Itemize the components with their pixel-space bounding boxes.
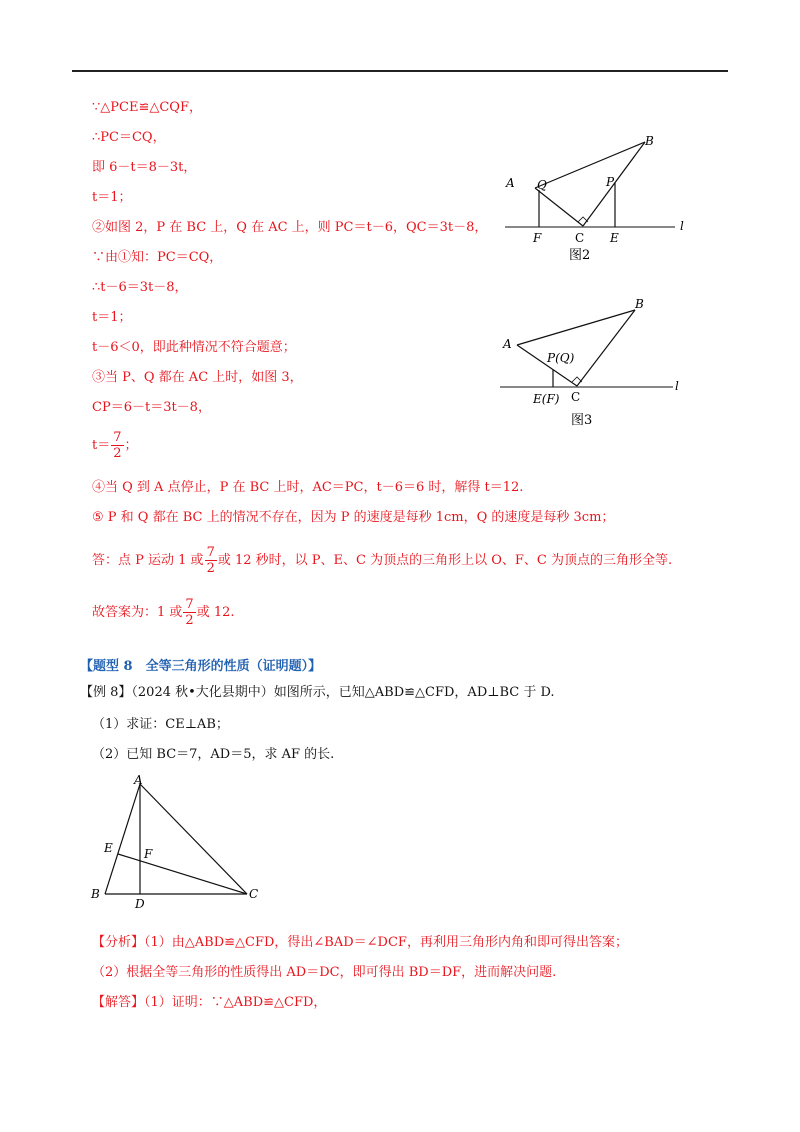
analysis-line-1: 【分析】（1）由△ABD≌△CFD，得出∠BAD＝∠DCF，再利用三角形内角和即可得出答案； [92, 935, 628, 950]
solution-line-14: ⑤ P 和 Q 都在 BC 上的情况不存在，因为 P 的速度是每秒 1cm，Q 的速度是每秒 3cm； [92, 510, 615, 525]
solution-line-9: t－6＜0，即此种情况不符合题意； [92, 340, 296, 355]
fig2-caption: 图2 [569, 248, 591, 263]
answer-line: 答：点 P 运动 1 或 $\frac{7}{2}$ 或 12 秒时，以 P、E、C 为顶点的三角形上以 O、F、C 为顶点的三角形全等. [92, 545, 673, 576]
fig3-label-c: C [571, 390, 581, 404]
fig3-label-a: A [503, 337, 512, 351]
question-2: （2）已知 BC＝7，AD＝5，求 AF 的长. [92, 747, 335, 762]
header-rule [72, 70, 728, 72]
solution-line-13: ④当 Q 到 A 点停止，P 在 BC 上时，AC＝PC，t－6＝6 时，解得 t＝12. [92, 480, 524, 495]
solution-intro: 【解答】（1）证明：∵△ABD≌△CFD， [92, 995, 327, 1010]
fig2-label-q: Q [537, 178, 547, 192]
fraction-7-2: $\frac{7}{2}$ [113, 430, 122, 461]
fig2-label-f: F [533, 231, 542, 245]
fig2-label-b: B [645, 134, 654, 148]
example-header: 【例 8】（2024 秋•大化县期中）如图所示，已知△ABD≌△CFD，AD⊥BC 于 D. [80, 685, 555, 700]
final-answer-line: 故答案为：1 或 $\frac{7}{2}$ 或 12. [92, 597, 235, 628]
fig4-label-f: F [144, 847, 153, 861]
solution-line-8: t＝1； [92, 310, 132, 325]
fig4-label-a: A [134, 773, 143, 787]
fig3-label-pq: P(Q) [547, 351, 575, 365]
solution-line-6: ∵由①知：PC＝CQ， [92, 250, 223, 265]
figure-2 [495, 130, 695, 265]
question-1: （1）求证：CE⊥AB； [92, 717, 229, 732]
fig4-label-c: C [249, 887, 259, 901]
figure-example-8 [85, 770, 270, 910]
section-title: 【题型 8 全等三角形的性质（证明题）】 [80, 659, 322, 674]
analysis-line-2: （2）根据全等三角形的性质得出 AD＝DC，即可得出 BD＝DF，进而解决问题. [92, 965, 557, 980]
solution-line-11: CP＝6－t＝3t－8， [92, 400, 211, 415]
fig3-segment-ab [517, 310, 635, 345]
solution-line-3: 即 6－t＝8－3t， [92, 160, 197, 175]
fig2-label-c: C [575, 231, 585, 245]
solution-line-5: ②如图 2，P 在 BC 上，Q 在 AC 上，则 PC＝t－6，QC＝3t－8， [92, 220, 488, 235]
t-equals: t＝ [92, 438, 111, 453]
fig3-segment-bc [577, 310, 635, 386]
fig3-label-ef: E(F) [533, 392, 560, 406]
solution-line-4: t＝1； [92, 190, 132, 205]
fig2-label-a: A [506, 176, 515, 190]
fig2-segment-ac [535, 188, 583, 226]
figure-3 [495, 290, 695, 430]
final-fraction: $\frac{7}{2}$ [185, 597, 194, 628]
fig3-label-l: l [675, 379, 679, 393]
solution-line-2: ∴PC＝CQ， [92, 130, 166, 145]
fig2-label-p: P [606, 175, 615, 189]
fig4-label-d: D [135, 897, 145, 910]
fig4-label-e: E [104, 841, 113, 855]
solution-line-1: ∵△PCE≌△CQF， [92, 100, 202, 115]
solution-line-7: ∴t－6＝3t－8， [92, 280, 188, 295]
fig2-label-l: l [680, 219, 684, 233]
fig3-label-b: B [635, 297, 644, 311]
fig4-segment-ab [105, 784, 140, 894]
solution-line-12: t＝ $\frac{7}{2}$ ； [92, 430, 138, 461]
solution-line-10: ③当 P、Q 都在 AC 上时，如图 3， [92, 370, 303, 385]
fig4-label-b: B [91, 887, 100, 901]
fig3-caption: 图3 [571, 413, 593, 428]
fig2-label-e: E [610, 231, 619, 245]
answer-fraction: $\frac{7}{2}$ [206, 545, 215, 576]
